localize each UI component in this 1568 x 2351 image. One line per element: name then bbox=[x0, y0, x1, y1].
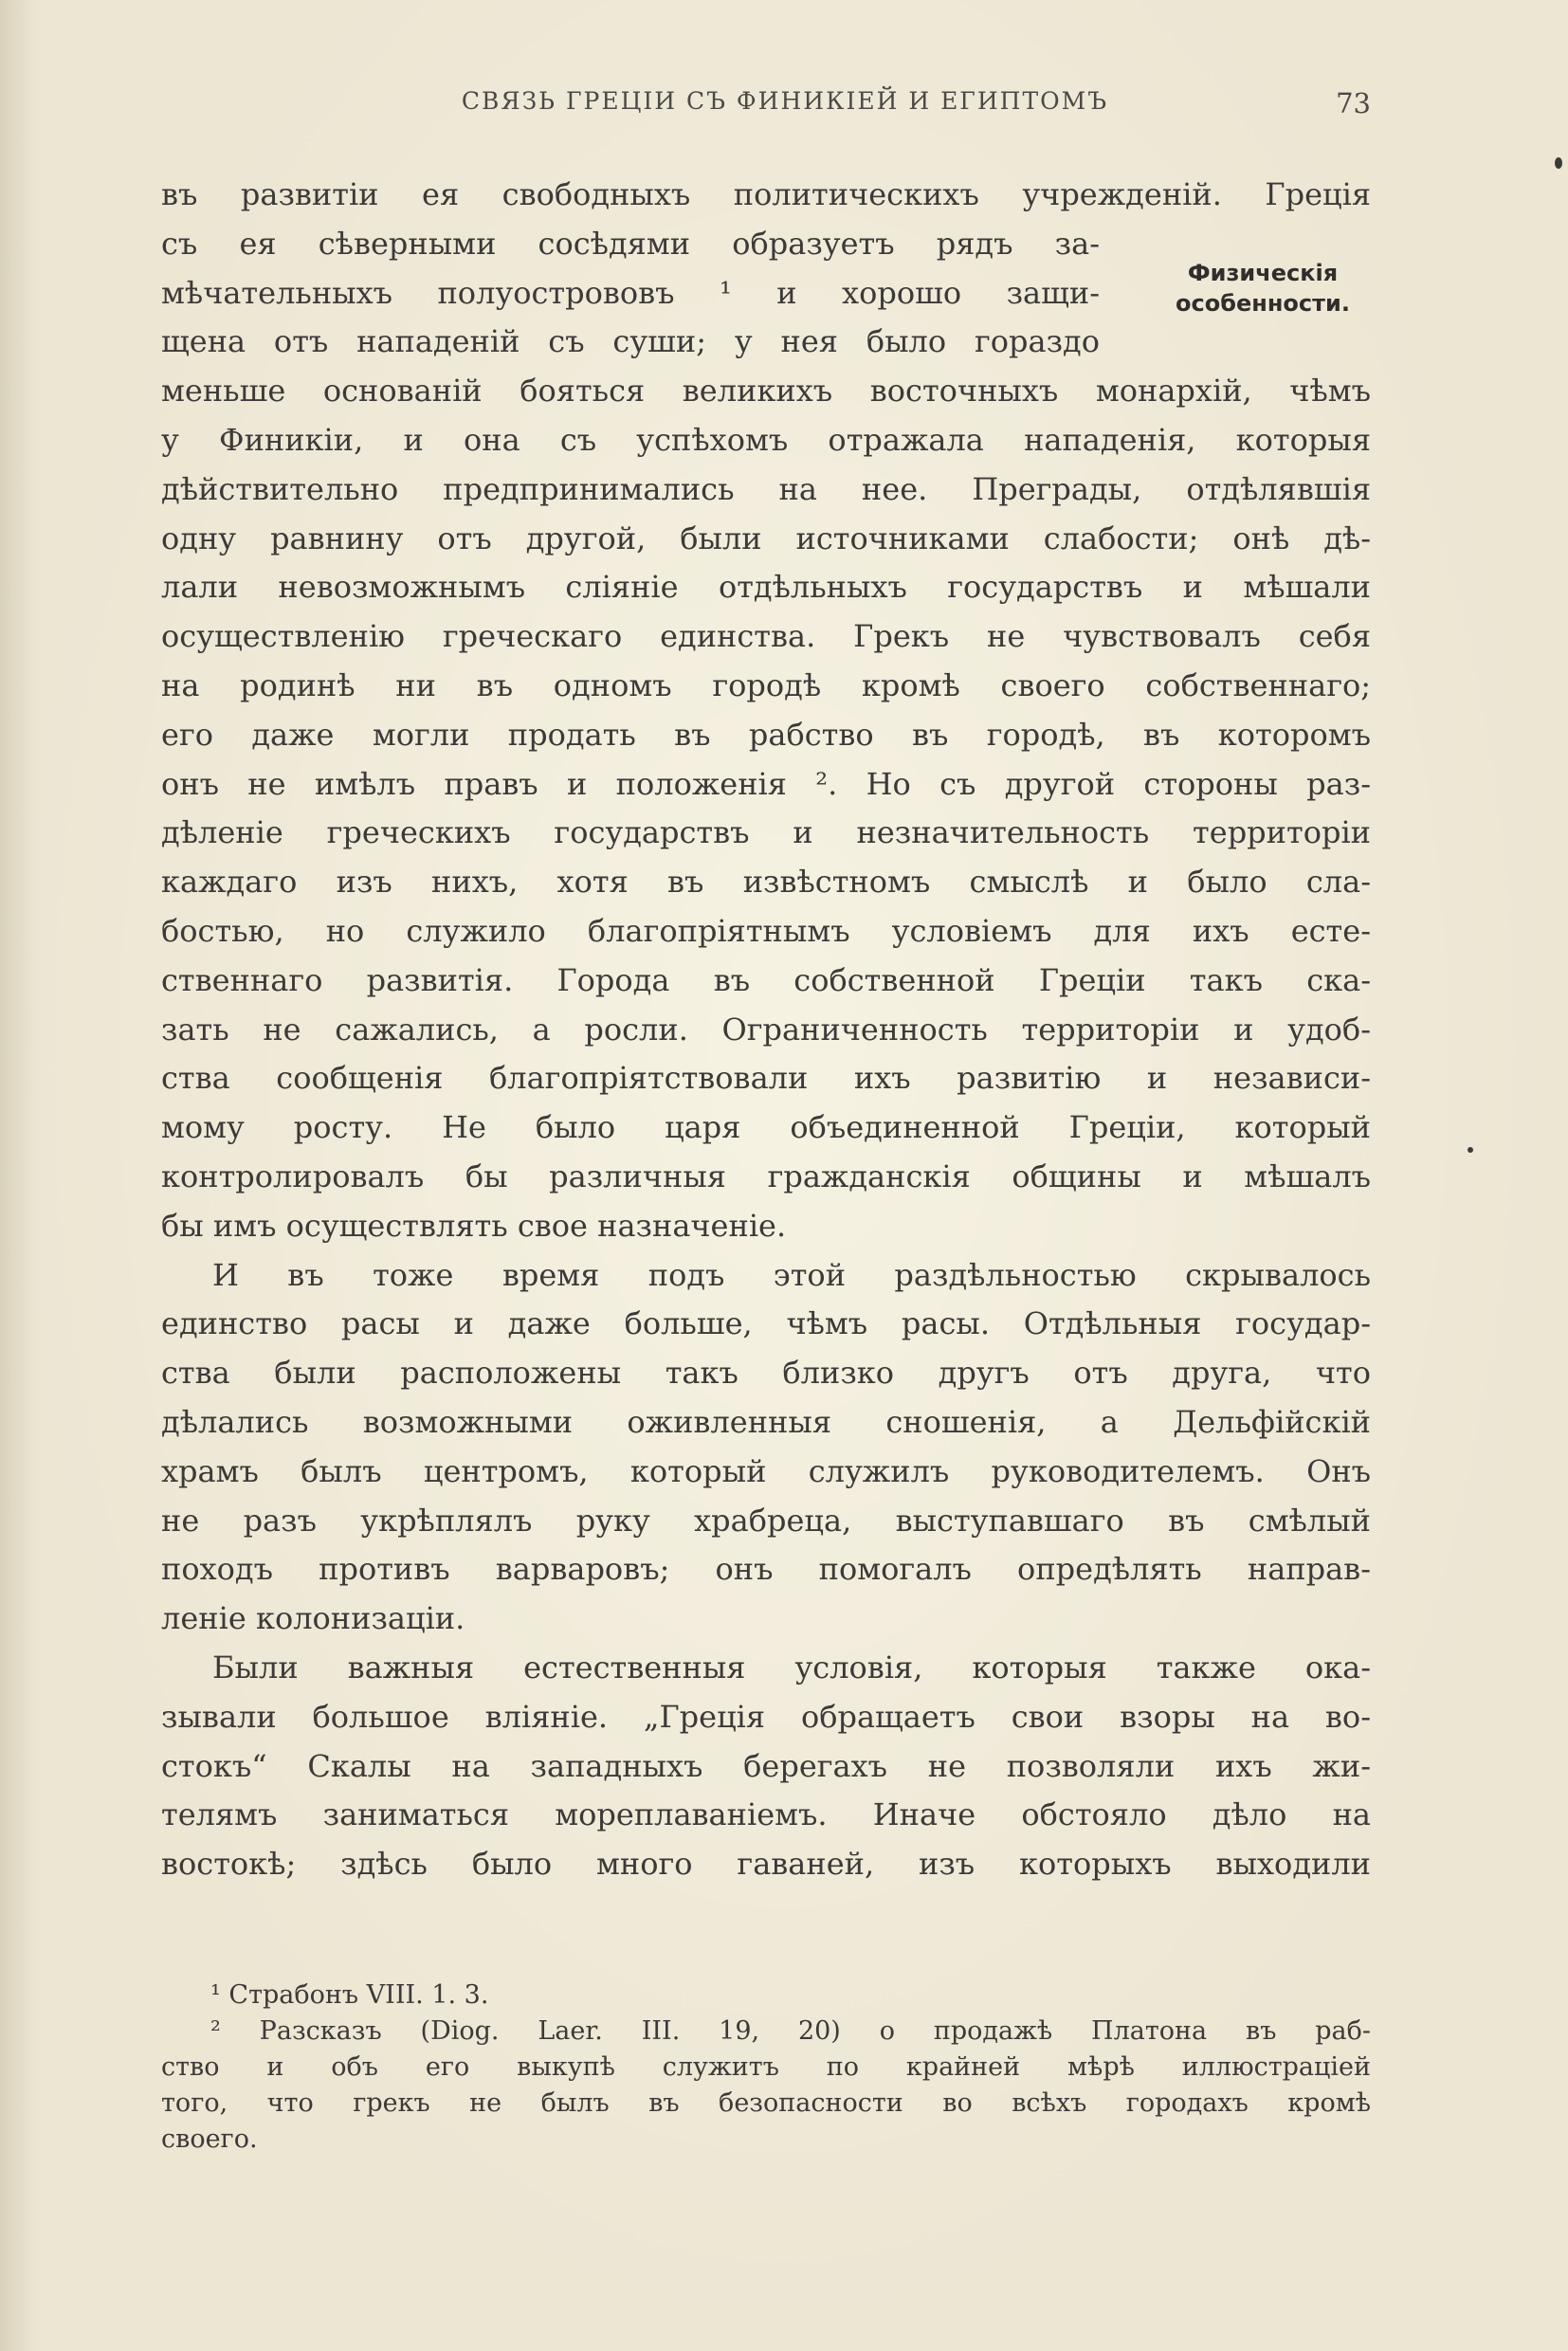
main-text bbox=[161, 171, 1371, 1889]
text-line: леніе колонизаціи. bbox=[161, 1600, 465, 1637]
text-line: зать не сажались, а росли. Ограниченность территоріи и удоб- bbox=[161, 1011, 1371, 1048]
text-line: ственнаго развитія. Города въ собственной Греціи такъ ска- bbox=[161, 961, 1371, 998]
text-line: одну равнину отъ другой, были источниками слабости; онѣ дѣ- bbox=[161, 519, 1371, 556]
text-line: походъ противъ варваровъ; онъ помогалъ опредѣлять направ- bbox=[161, 1551, 1371, 1588]
page-number: 73 bbox=[1336, 87, 1371, 119]
text-line: контролировалъ бы различныя гражданскія общины и мѣшалъ bbox=[161, 1157, 1371, 1194]
text-line: И въ тоже время подъ этой раздѣльностью скрывалось bbox=[212, 1256, 1371, 1293]
text-line: каждаго изъ нихъ, хотя въ извѣстномъ смыслѣ и было сла- bbox=[161, 864, 1371, 901]
running-title: СВЯЗЬ ГРЕЦІИ СЪ ФИНИКІЕЙ И ЕГИПТОМЪ bbox=[461, 87, 1109, 115]
text-line: щена отъ нападеній съ суши; у нея было гораздо bbox=[161, 323, 1100, 360]
text-line: дѣйствительно предпринимались на нее. Преграды, отдѣлявшія bbox=[161, 470, 1371, 507]
footnote-2-line: ² Разсказъ (Diog. Laer. III. 19, 20) о продажѣ Платона въ раб- bbox=[210, 2016, 1371, 2046]
text-line: онъ не имѣлъ правъ и положенія ². Но съ другой стороны раз- bbox=[161, 765, 1371, 802]
footnote-1: ¹ Страбонъ VIII. 1. 3. bbox=[210, 1980, 489, 2010]
text-line: мому росту. Не было царя объединенной Греціи, который bbox=[161, 1109, 1371, 1146]
margin-note-line: Физическія bbox=[1187, 260, 1339, 286]
footnote-2-line: своего. bbox=[161, 2124, 258, 2154]
text-line: бостью, но служило благопріятнымъ условіемъ для ихъ есте- bbox=[161, 912, 1371, 949]
text-line: меньше основаній бояться великихъ восточныхъ монархій, чѣмъ bbox=[161, 373, 1371, 410]
text-line: телямъ заниматься мореплаваніемъ. Иначе обстояло дѣло на bbox=[161, 1796, 1371, 1833]
text-line: его даже могли продать въ рабство въ городѣ, въ которомъ bbox=[161, 716, 1371, 753]
ink-speck bbox=[1468, 1147, 1473, 1153]
text-line: ства были расположены такъ близко другъ отъ друга, что bbox=[161, 1355, 1371, 1392]
text-line: стокъ“ Скалы на западныхъ берегахъ не позволяли ихъ жи- bbox=[161, 1747, 1371, 1784]
text-line: мѣчательныхъ полуострововъ ¹ и хорошо защи- bbox=[161, 274, 1100, 311]
footnotes bbox=[161, 1977, 1371, 2158]
text-line: востокѣ; здѣсь было много гаваней, изъ которыхъ выходили bbox=[161, 1846, 1371, 1883]
text-line: не разъ укрѣплялъ руку храбреца, выступавшаго въ смѣлый bbox=[161, 1502, 1371, 1539]
text-line: на родинѣ ни въ одномъ городѣ кромѣ своего собственнаго; bbox=[161, 666, 1371, 703]
text-line: ства сообщенія благопріятствовали ихъ развитію и независи- bbox=[161, 1060, 1371, 1097]
text-line: храмъ былъ центромъ, который служилъ руководителемъ. Онъ bbox=[161, 1452, 1371, 1489]
text-line: у Финикіи, и она съ успѣхомъ отражала нападенія, которыя bbox=[161, 421, 1371, 458]
text-line: дѣлались возможными оживленныя сношенія, а Дельфійскій bbox=[161, 1403, 1371, 1440]
text-line: лали невозможнымъ сліяніе отдѣльныхъ государствъ и мѣшали bbox=[161, 569, 1371, 606]
text-line: дѣленіе греческихъ государствъ и незначительность территоріи bbox=[161, 814, 1371, 851]
running-head bbox=[161, 87, 1371, 125]
text-line: Были важныя естественныя условія, которыя также ока- bbox=[212, 1649, 1371, 1686]
ink-speck bbox=[1555, 157, 1562, 169]
text-line: бы имъ осуществлять свое назначеніе. bbox=[161, 1207, 787, 1244]
margin-note-line: особенности. bbox=[1176, 290, 1350, 317]
footnote-2-line: ство и объ его выкупѣ служитъ по крайней мѣрѣ иллюстраціей bbox=[161, 2052, 1371, 2082]
text-line: въ развитіи ея свободныхъ политическихъ учрежденій. Греція bbox=[161, 176, 1371, 212]
text-line: зывали большое вліяніе. „Греція обращаетъ свои взоры на во- bbox=[161, 1698, 1371, 1735]
text-line: единство расы и даже больше, чѣмъ расы. Отдѣльныя государ- bbox=[161, 1305, 1371, 1342]
text-line: съ ея сѣверными сосѣдями образуетъ рядъ за- bbox=[161, 225, 1100, 262]
footnote-2-line: того, что грекъ не былъ въ безопасности во всѣхъ городахъ кромѣ bbox=[161, 2088, 1371, 2118]
text-line: осуществленію греческаго единства. Грекъ не чувствовалъ себя bbox=[161, 618, 1371, 655]
